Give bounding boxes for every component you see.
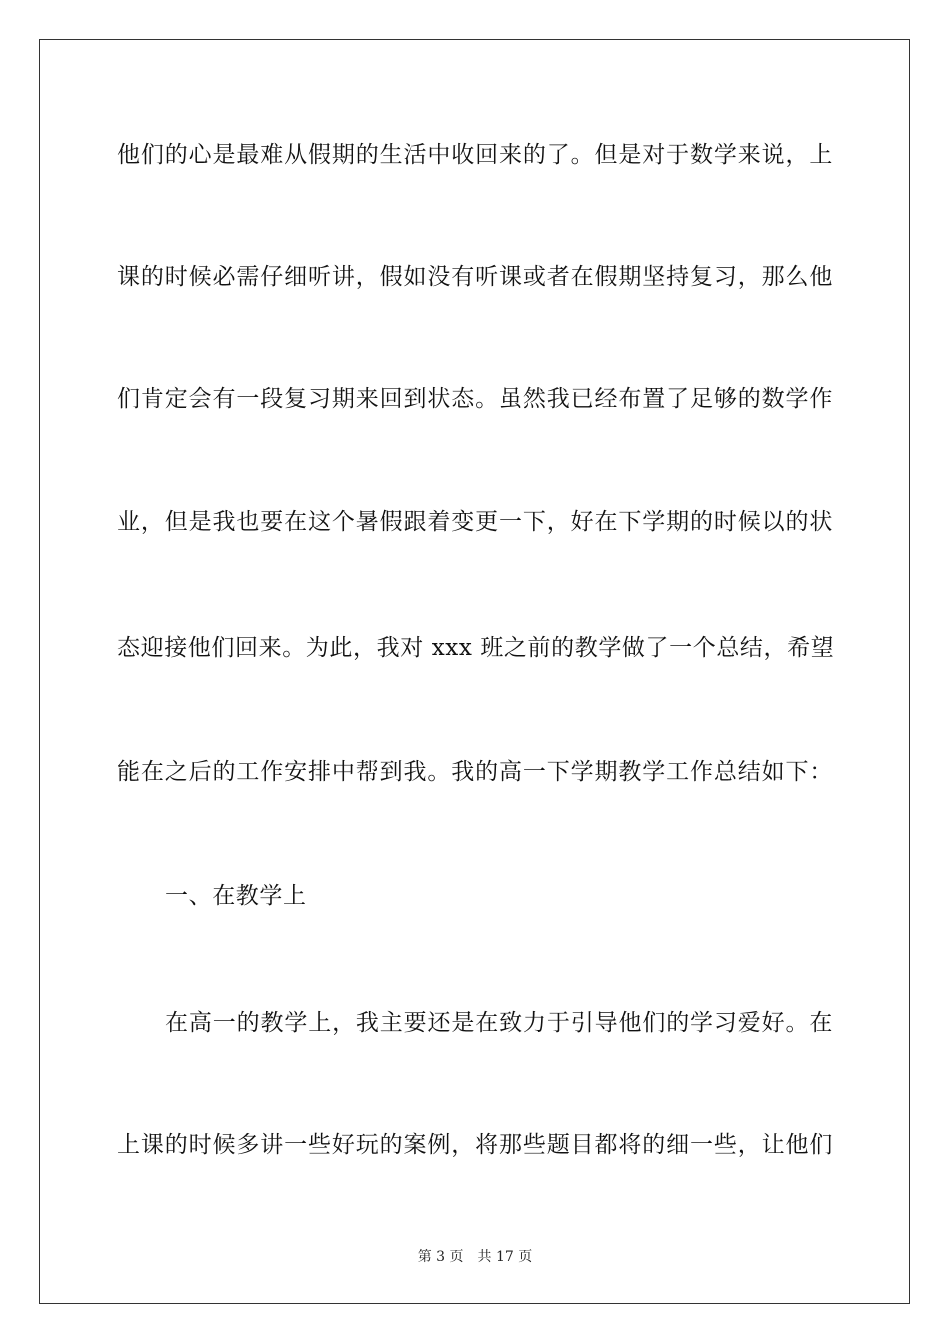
paragraph-line: 上课的时候多讲一些好玩的案例，将那些题目都将的细一些，让他们: [117, 1132, 833, 1158]
page-total: 共 17 页: [477, 1249, 533, 1265]
paragraph-line: 他们的心是最难从假期的生活中收回来的了。但是对于数学来说，上: [117, 142, 833, 168]
paragraph-line: 在高一的教学上，我主要还是在致力于引导他们的学习爱好。在: [165, 1010, 833, 1036]
paragraph-line: 课的时候必需仔细听讲，假如没有听课或者在假期坚持复习，那么他: [117, 264, 833, 290]
section-heading: 一、在教学上: [165, 883, 307, 909]
page-number: 第 3 页: [417, 1249, 464, 1265]
page-footer: [0, 1248, 950, 1266]
paragraph-line: 们肯定会有一段复习期来回到状态。虽然我已经布置了足够的数学作: [117, 386, 833, 412]
paragraph-line: 态迎接他们回来。为此，我对 xxx 班之前的教学做了一个总结，希望: [117, 635, 835, 661]
paragraph-line: 能在之后的工作安排中帮到我。我的高一下学期教学工作总结如下：: [117, 759, 833, 785]
page-border: [39, 39, 910, 1304]
paragraph-line: 业，但是我也要在这个暑假跟着变更一下，好在下学期的时候以的状: [117, 509, 833, 535]
